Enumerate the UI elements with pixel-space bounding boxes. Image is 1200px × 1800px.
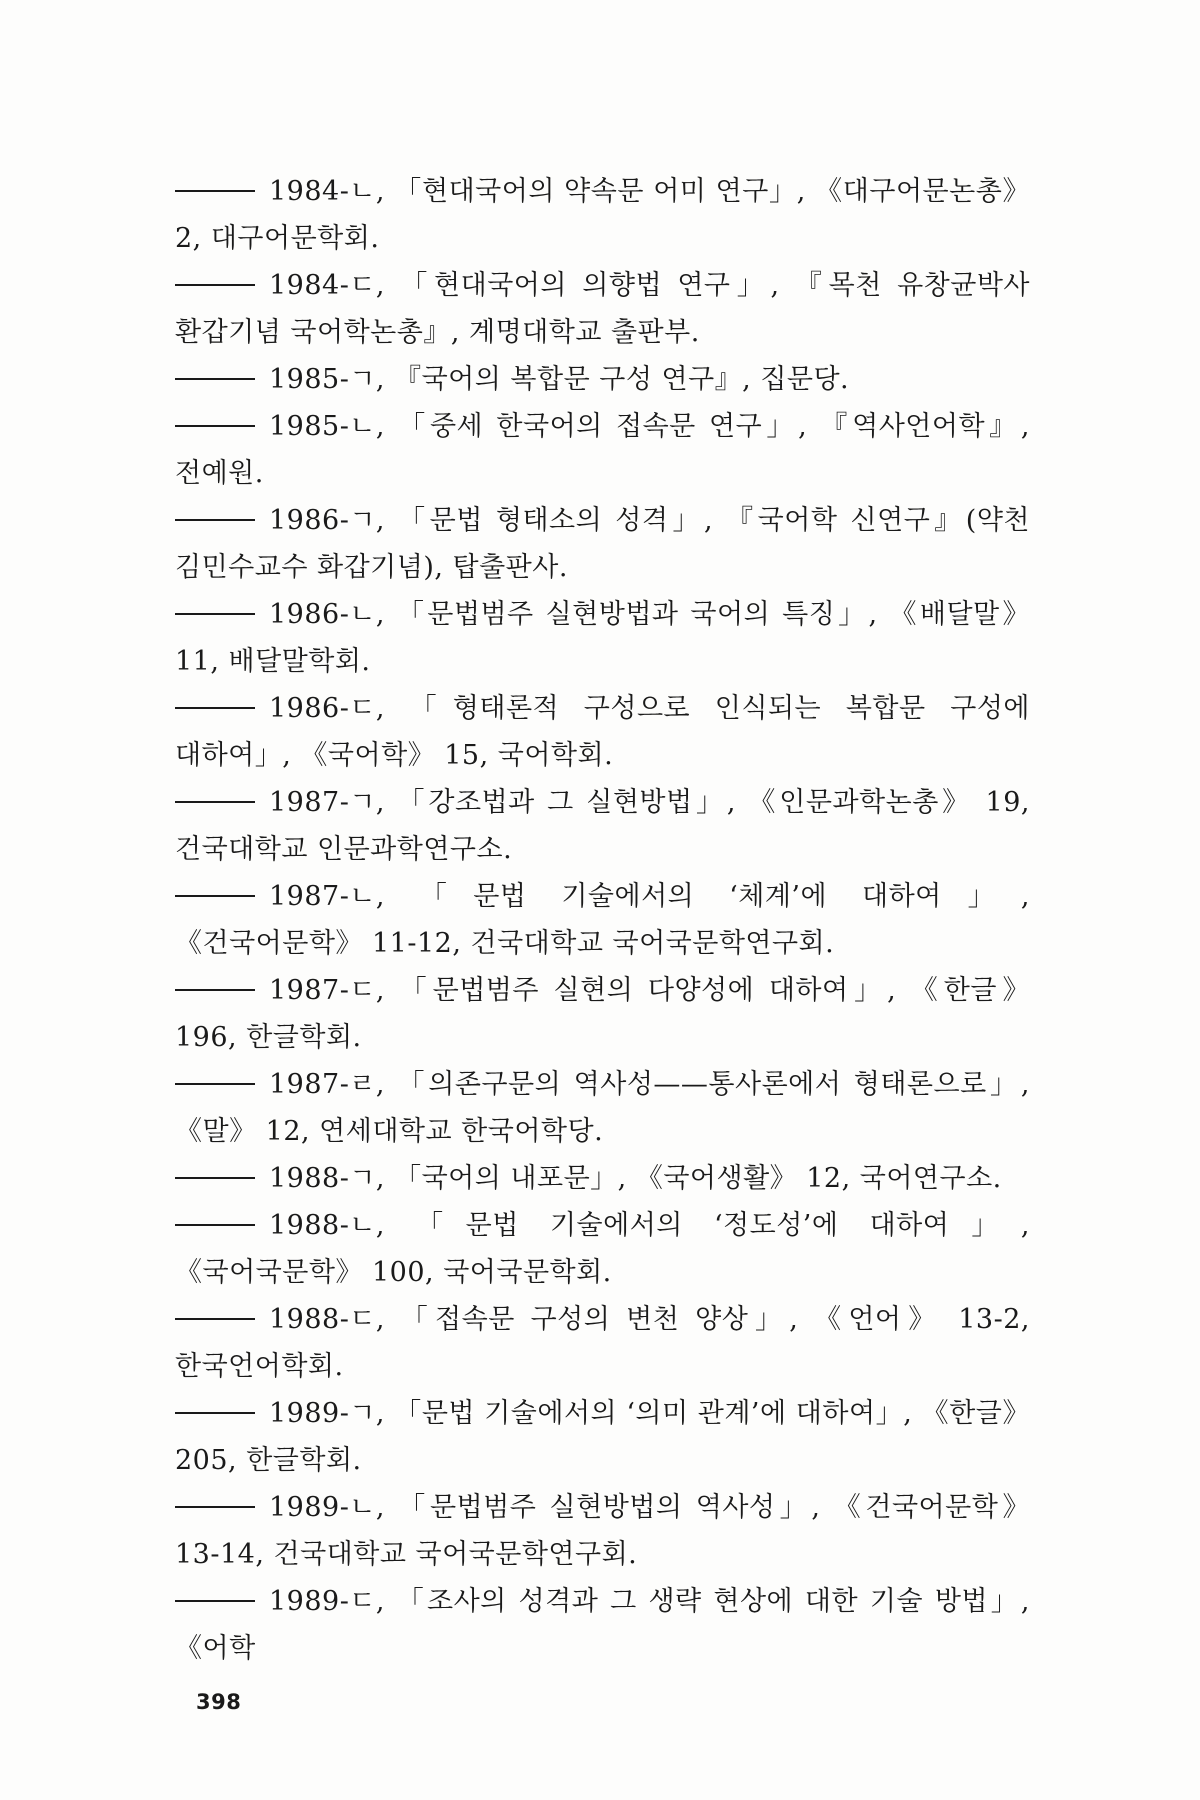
bibliography-entry xyxy=(175,685,1030,779)
author-ditto-dash xyxy=(175,425,255,427)
bibliography-entry xyxy=(175,967,1030,1061)
author-ditto-dash xyxy=(175,1318,255,1320)
bibliography-entry xyxy=(175,168,1030,262)
bibliography-entry xyxy=(175,497,1030,591)
author-ditto-dash xyxy=(175,1224,255,1226)
bibliography-entry xyxy=(175,873,1030,967)
entry-text: 1987-ㄷ, 「문법범주 실현의 다양성에 대하여」, 《한글》 196, 한글학회. xyxy=(175,975,1030,1053)
entry-text: 1986-ㄱ, 「문법 형태소의 성격」, 『국어학 신연구』(약천 김민수교수 화갑기념), 탑출판사. xyxy=(175,505,1030,583)
entry-text: 1984-ㄷ, 「현대국어의 의향법 연구」, 『목천 유창균박사 환갑기념 국어학논총』, 계명대학교 출판부. xyxy=(175,270,1030,348)
author-ditto-dash xyxy=(175,1177,255,1179)
entry-text: 1988-ㄷ, 「접속문 구성의 변천 양상」, 《언어》 13-2, 한국언어학회. xyxy=(175,1304,1030,1382)
author-ditto-dash xyxy=(175,519,255,521)
bibliography-entry xyxy=(175,356,1030,403)
entry-text: 1989-ㄴ, 「문법범주 실현방법의 역사성」, 《건국어문학》 13-14, 건국대학교 국어국문학연구회. xyxy=(175,1492,1030,1570)
bibliography-entry xyxy=(175,1155,1030,1202)
entry-text: 1987-ㄴ, 「문법 기술에서의 ‘체계’에 대하여」, 《건국어문학》 11-12, 건국대학교 국어국문학연구회. xyxy=(175,881,1030,959)
author-ditto-dash xyxy=(175,1600,255,1602)
entry-text: 1985-ㄱ, 『국어의 복합문 구성 연구』, 집문당. xyxy=(269,364,850,395)
bibliography-entry xyxy=(175,1202,1030,1296)
bibliography-entry xyxy=(175,1578,1030,1672)
page-number: 398 xyxy=(196,1690,242,1714)
bibliography-entry xyxy=(175,591,1030,685)
author-ditto-dash xyxy=(175,190,255,192)
entry-text: 1988-ㄴ, 「문법 기술에서의 ‘정도성’에 대하여」, 《국어국문학》 100, 국어국문학회. xyxy=(175,1210,1030,1288)
bibliography-list xyxy=(175,168,1030,1672)
entry-text: 1989-ㄷ, 「조사의 성격과 그 생략 현상에 대한 기술 방법」, 《어학 xyxy=(175,1586,1030,1664)
entry-text: 1987-ㄱ, 「강조법과 그 실현방법」, 《인문과학논총》 19, 건국대학교 인문과학연구소. xyxy=(175,787,1030,865)
author-ditto-dash xyxy=(175,378,255,380)
bibliography-entry xyxy=(175,779,1030,873)
entry-text: 1985-ㄴ, 「중세 한국어의 접속문 연구」, 『역사언어학』, 전예원. xyxy=(175,411,1030,489)
author-ditto-dash xyxy=(175,1412,255,1414)
entry-text: 1984-ㄴ, 「현대국어의 약속문 어미 연구」, 《대구어문논총》 2, 대구어문학회. xyxy=(175,176,1030,254)
author-ditto-dash xyxy=(175,707,255,709)
author-ditto-dash xyxy=(175,284,255,286)
author-ditto-dash xyxy=(175,1506,255,1508)
author-ditto-dash xyxy=(175,801,255,803)
author-ditto-dash xyxy=(175,613,255,615)
bibliography-entry xyxy=(175,1484,1030,1578)
bibliography-entry xyxy=(175,262,1030,356)
entry-text: 1987-ㄹ, 「의존구문의 역사성——통사론에서 형태론으로」, 《말》 12, 연세대학교 한국어학당. xyxy=(175,1069,1030,1147)
bibliography-entry xyxy=(175,1061,1030,1155)
author-ditto-dash xyxy=(175,1083,255,1085)
author-ditto-dash xyxy=(175,989,255,991)
entry-text: 1986-ㄷ, 「형태론적 구성으로 인식되는 복합문 구성에 대하여」, 《국어학》 15, 국어학회. xyxy=(175,693,1030,771)
bibliography-entry xyxy=(175,1296,1030,1390)
bibliography-entry xyxy=(175,1390,1030,1484)
entry-text: 1986-ㄴ, 「문법범주 실현방법과 국어의 특징」, 《배달말》 11, 배달말학회. xyxy=(175,599,1030,677)
entry-text: 1989-ㄱ, 「문법 기술에서의 ‘의미 관계’에 대하여」, 《한글》 205, 한글학회. xyxy=(175,1398,1030,1476)
entry-text: 1988-ㄱ, 「국어의 내포문」, 《국어생활》 12, 국어연구소. xyxy=(269,1163,1002,1194)
author-ditto-dash xyxy=(175,895,255,897)
bibliography-entry xyxy=(175,403,1030,497)
